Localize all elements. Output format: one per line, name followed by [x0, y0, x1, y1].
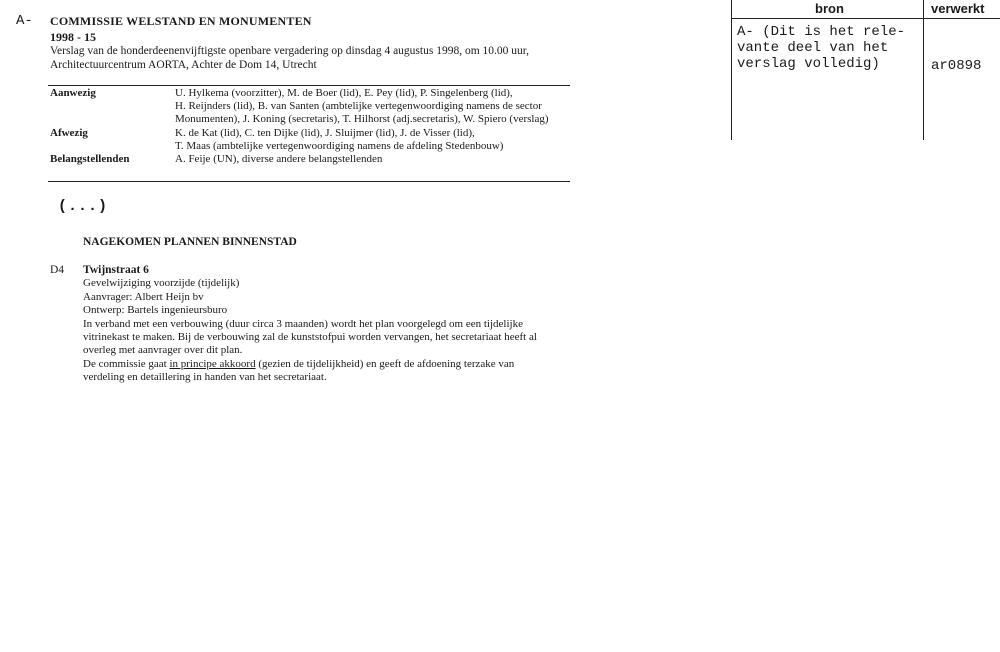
absent-label: Afwezig	[50, 126, 88, 139]
source-table	[731, 0, 1000, 140]
column-header-processed: verwerkt	[931, 1, 985, 16]
present-value	[175, 87, 575, 127]
present-line: Monumenten), J. Koning (secretaris), T. Hilhorst (adj.secretaris), W. Spiero (verslag)	[175, 113, 549, 126]
stakeholders-label: Belangstellenden	[50, 153, 130, 166]
meta-line: Architectuurcentrum AORTA, Achter de Dom 14, Utrecht	[50, 59, 317, 71]
table-header-rule	[731, 18, 1000, 19]
absent-value	[175, 127, 575, 153]
source-note	[737, 24, 927, 72]
present-line: U. Hylkema (voorzitter), M. de Boer (lid), E. Pey (lid), P. Singelenberg (lid),	[175, 87, 513, 99]
decision-underlined: in principe akkoord	[169, 357, 256, 370]
present-label: Aanwezig	[50, 87, 96, 99]
attendance-block	[50, 87, 575, 166]
attendance-row-stakeholders	[50, 153, 575, 166]
item-heading: Twijnstraat 6	[83, 264, 149, 276]
stakeholders-line: A. Feije (UN), diverse andere belangstellenden	[175, 153, 383, 166]
top-rule	[48, 85, 570, 86]
section-title: NAGEKOMEN PLANNEN BINNENSTAD	[83, 236, 297, 248]
item-line: overleg met aanvrager over dit plan.	[83, 344, 243, 357]
present-line: H. Reijnders (lid), B. van Santen (ambtelijke vertegenwoordiging namens de sector	[175, 100, 542, 113]
item-line: Ontwerp: Bartels ingenieursburo	[83, 304, 228, 317]
source-note-line: verslag volledig)	[737, 56, 880, 72]
meta-line: Verslag van de honderdeenenvijftigste openbare vergadering op dinsdag 4 augustus 1998, om 10.00 uur,	[50, 45, 530, 57]
source-note-line: vante deel van het	[737, 40, 889, 56]
item-line	[83, 358, 553, 371]
archive-reference: ar0898	[931, 58, 982, 74]
column-header-source: bron	[815, 1, 844, 16]
item-line: In verband met een verbouwing (duur circa 3 maanden) wordt het plan voorgelegd om een tijdelijke	[83, 317, 523, 330]
decision-post: (gezien de tijdelijkheid) en geeft de afdoening terzake van	[255, 357, 515, 370]
item-line: vitrinekast te maken. Bij de verbouwing zal de kunststofpui worden vervangen, het secretariaat heeft al	[83, 331, 537, 344]
stakeholders-value	[175, 153, 575, 166]
source-note-line: A- (Dit is het rele-	[737, 24, 906, 40]
item-line: verdeling en detaillering in handen van het secretariaat.	[83, 371, 327, 384]
document-marker: A-	[16, 13, 33, 29]
omission-marker: (...)	[58, 198, 109, 215]
absent-line: T. Maas (ambtelijke vertegenwoordiging namens de afdeling Stedenbouw)	[175, 139, 504, 152]
decision-pre: De commissie gaat	[83, 357, 170, 370]
item-line: Aanvrager: Albert Heijn bv	[83, 290, 204, 303]
absent-line: K. de Kat (lid), C. ten Dijke (lid), J. Sluijmer (lid), J. de Visser (lid),	[175, 126, 475, 139]
item-line: Gevelwijziging voorzijde (tijdelijk)	[83, 277, 240, 290]
meeting-meta	[50, 44, 610, 72]
attendance-row-absent	[50, 127, 575, 153]
item-code: D4	[50, 264, 65, 276]
document-title: COMMISSIE WELSTAND EN MONUMENTEN	[50, 14, 312, 28]
table-border-left	[731, 0, 732, 140]
attendance-row-present	[50, 87, 575, 127]
agenda-item	[83, 264, 553, 385]
meeting-number: 1998 - 15	[50, 30, 96, 44]
bottom-rule	[48, 181, 570, 182]
